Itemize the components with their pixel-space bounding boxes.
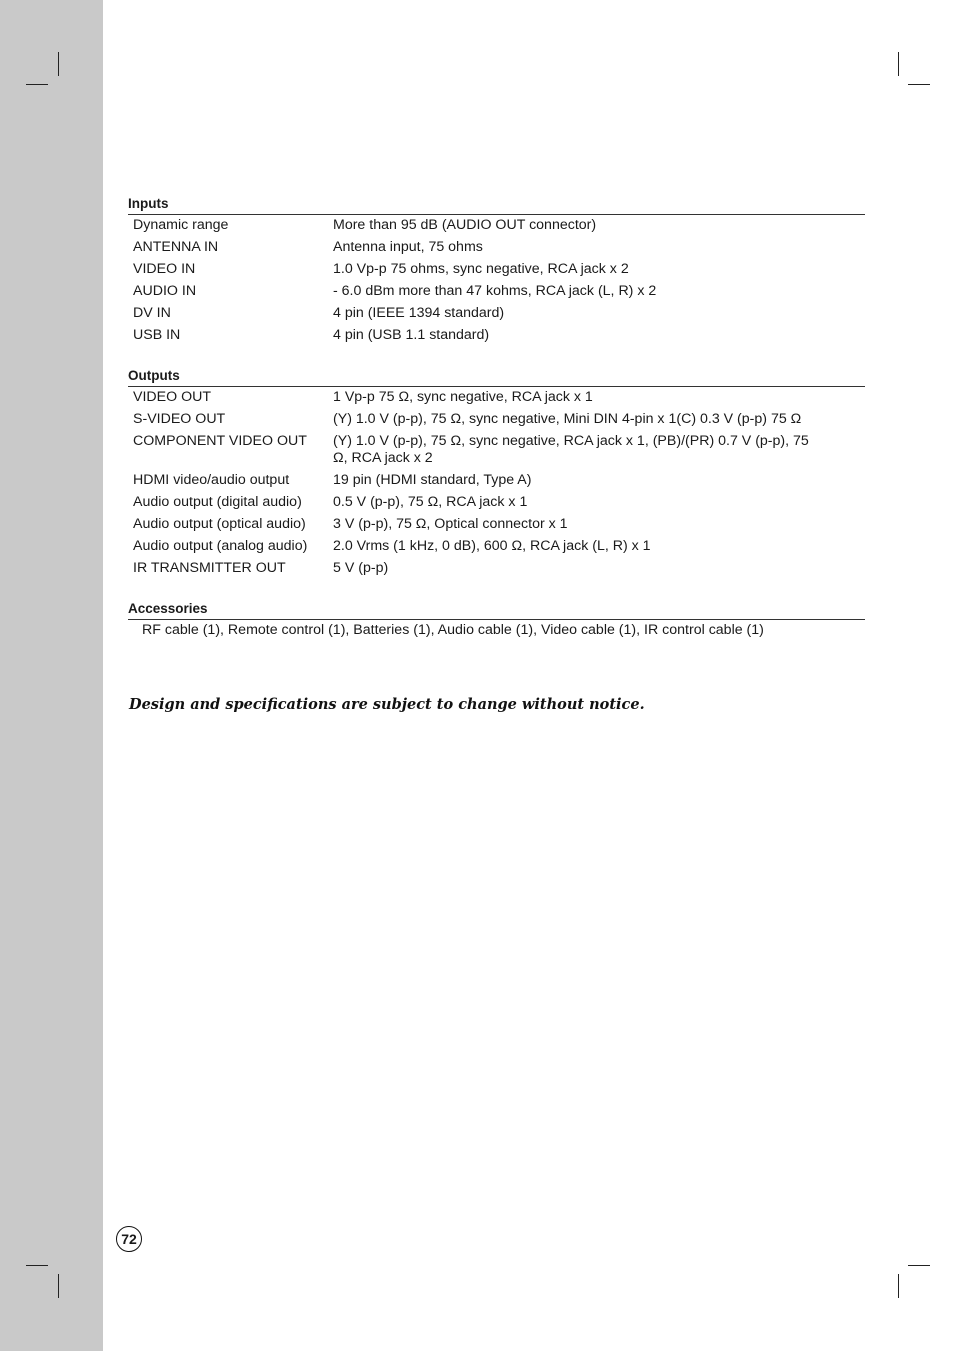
spec-value: 2.0 Vrms (1 kHz, 0 dB), 600 Ω, RCA jack (L, R) x 1 [333,538,651,554]
side-band [0,0,103,1351]
spec-value: - 6.0 dBm more than 47 kohms, RCA jack (L, R) x 2 [333,283,657,299]
outputs-title: Outputs [128,368,865,387]
spec-row [128,558,865,580]
spec-row [128,281,865,303]
spec-value: (Y) 1.0 V (p-p), 75 Ω, sync negative, Mini DIN 4-pin x 1(C) 0.3 V (p-p) 75 Ω [333,411,802,427]
spec-row [128,514,865,536]
spec-label: IR TRANSMITTER OUT [133,560,286,576]
spec-row [128,387,865,409]
spec-label: S-VIDEO OUT [133,411,226,427]
crop-mark [58,1274,59,1298]
spec-value: Antenna input, 75 ohms [333,239,483,255]
spec-value: 1 Vp-p 75 Ω, sync negative, RCA jack x 1 [333,389,593,405]
spec-row [128,470,865,492]
spec-label: VIDEO OUT [133,389,212,405]
spec-value: 4 pin (IEEE 1394 standard) [333,305,505,321]
spec-row [128,431,865,470]
spec-row [128,325,865,347]
spec-label: Dynamic range [133,217,229,233]
spec-value: More than 95 dB (AUDIO OUT connector) [333,217,597,233]
page-number: 72 [116,1226,142,1252]
spec-label: DV IN [133,305,171,321]
spec-label: VIDEO IN [133,261,196,277]
spec-label: ANTENNA IN [133,239,219,255]
outputs-section [128,368,865,580]
spec-row [128,492,865,514]
spec-value: 5 V (p-p) [333,560,389,576]
crop-mark [898,1274,899,1298]
inputs-title: Inputs [128,196,865,215]
accessories-title: Accessories [128,601,865,620]
spec-label: HDMI video/audio output [133,472,290,488]
accessories-section [128,601,865,639]
accessories-text: RF cable (1), Remote control (1), Batteries (1), Audio cable (1), Video cable (1), IR control cable (1) [142,622,764,638]
spec-row [128,409,865,431]
spec-row [128,237,865,259]
spec-value: 1.0 Vp-p 75 ohms, sync negative, RCA jack x 2 [333,261,629,277]
spec-row [128,215,865,237]
crop-mark [26,84,48,85]
spec-row [128,536,865,558]
crop-mark [898,52,899,76]
spec-label: Audio output (analog audio) [133,538,308,554]
crop-mark [26,1265,48,1266]
spec-value: 3 V (p-p), 75 Ω, Optical connector x 1 [333,516,568,532]
spec-label: Audio output (digital audio) [133,494,302,510]
crop-mark [908,1265,930,1266]
spec-value: 4 pin (USB 1.1 standard) [333,327,490,343]
spec-value: 0.5 V (p-p), 75 Ω, RCA jack x 1 [333,494,528,510]
inputs-section [128,196,865,347]
spec-value: (Y) 1.0 V (p-p), 75 Ω, sync negative, RCA jack x 1, (PB)/(PR) 0.7 V (p-p), 75 Ω, RCA jack x 2 [333,433,809,466]
spec-value: 19 pin (HDMI standard, Type A) [333,472,532,488]
specifications [128,196,865,660]
crop-mark [908,84,930,85]
notice-text: Design and specifications are subject to change without notice. [129,696,645,713]
spec-label: AUDIO IN [133,283,197,299]
spec-label: COMPONENT VIDEO OUT [133,433,307,449]
spec-row [128,303,865,325]
spec-label: USB IN [133,327,181,343]
crop-mark [58,52,59,76]
spec-label: Audio output (optical audio) [133,516,306,532]
spec-row [128,259,865,281]
